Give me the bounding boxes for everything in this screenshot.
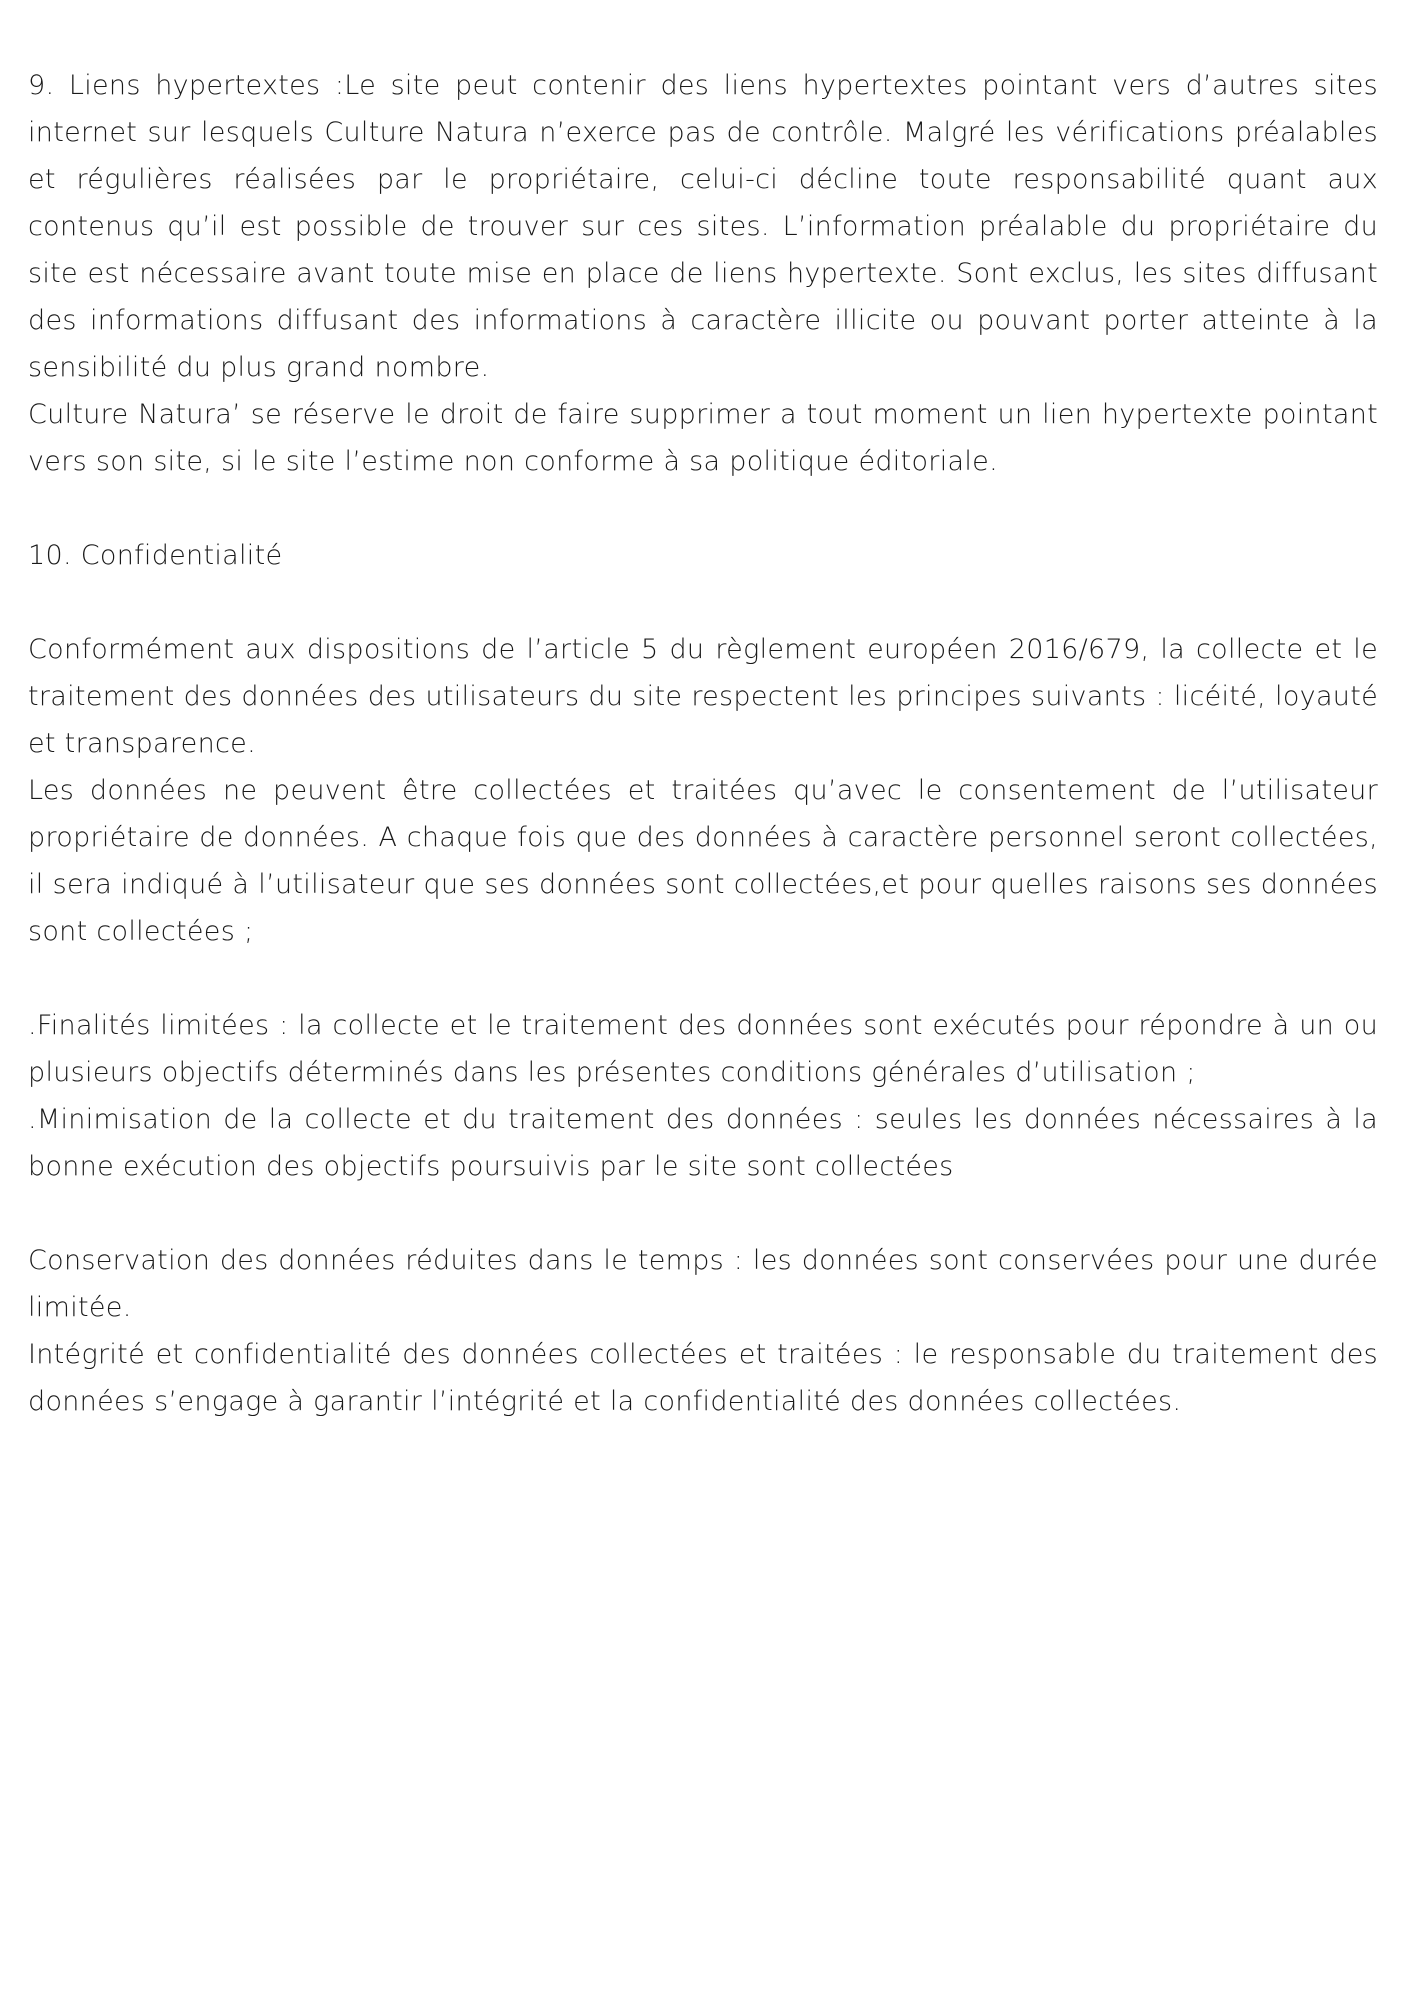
spacer — [28, 955, 1378, 1002]
finalites-paragraph: .Finalités limitées : la collecte et le traitement des données sont exécutés pour répondre à un ou plusieurs objectifs déterminés dans les présentes conditions générales d’utilisation ; — [28, 1010, 1378, 1088]
integrite-paragraph: Intégrité et confidentialité des données collectées et traitées : le responsable du traitement des données s’engage à garantir l’intégrité et la confidentialité des données collectées. — [28, 1339, 1378, 1417]
spacer — [28, 579, 1378, 626]
section-9-paragraph: 9. Liens hypertextes :Le site peut contenir des liens hypertextes pointant vers d’autres sites internet sur lesquels Culture Natura n’exerce pas de contrôle. Malgré les vérifications préalables et régulières réalisées par le propriétaire, celui-ci décline toute responsabilité quant aux contenus qu’il est possible de trouver sur ces sites. L’information préalable du propriétaire du site est nécessaire avant toute mise en place de liens hypertexte. Sont exclus, les sites diffusant des informations diffusant des informations à caractère illicite ou pouvant porter atteinte à la sensibilité du plus grand nombre. — [28, 70, 1378, 383]
spacer — [28, 1190, 1378, 1237]
section-10-heading: 10. Confidentialité — [28, 540, 283, 571]
conservation-paragraph: Conservation des données réduites dans le temps : les données sont conservées pour une durée limitée. — [28, 1245, 1378, 1323]
section-10-consent-paragraph: Les données ne peuvent être collectées et traitées qu’avec le consentement de l’utilisateur propriétaire de données. A chaque fois que des données à caractère personnel seront collectées, il sera indiqué à l’utilisateur que ses données sont collectées,et pour quelles raisons ses données sont collectées ; — [28, 775, 1378, 947]
spacer — [28, 485, 1378, 532]
section-9-removal-paragraph: Culture Natura’ se réserve le droit de faire supprimer a tout moment un lien hypertexte pointant vers son site, si le site l’estime non conforme à sa politique éditoriale. — [28, 399, 1378, 477]
minimisation-paragraph: .Minimisation de la collecte et du traitement des données : seules les données nécessaires à la bonne exécution des objectifs poursuivis par le site sont collectées — [28, 1104, 1378, 1182]
document-page — [28, 62, 1378, 1425]
section-10-principles-paragraph: Conformément aux dispositions de l’article 5 du règlement européen 2016/679, la collecte et le traitement des données des utilisateurs du site respectent les principes suivants : licéité, loyauté et transparence. — [28, 634, 1378, 759]
